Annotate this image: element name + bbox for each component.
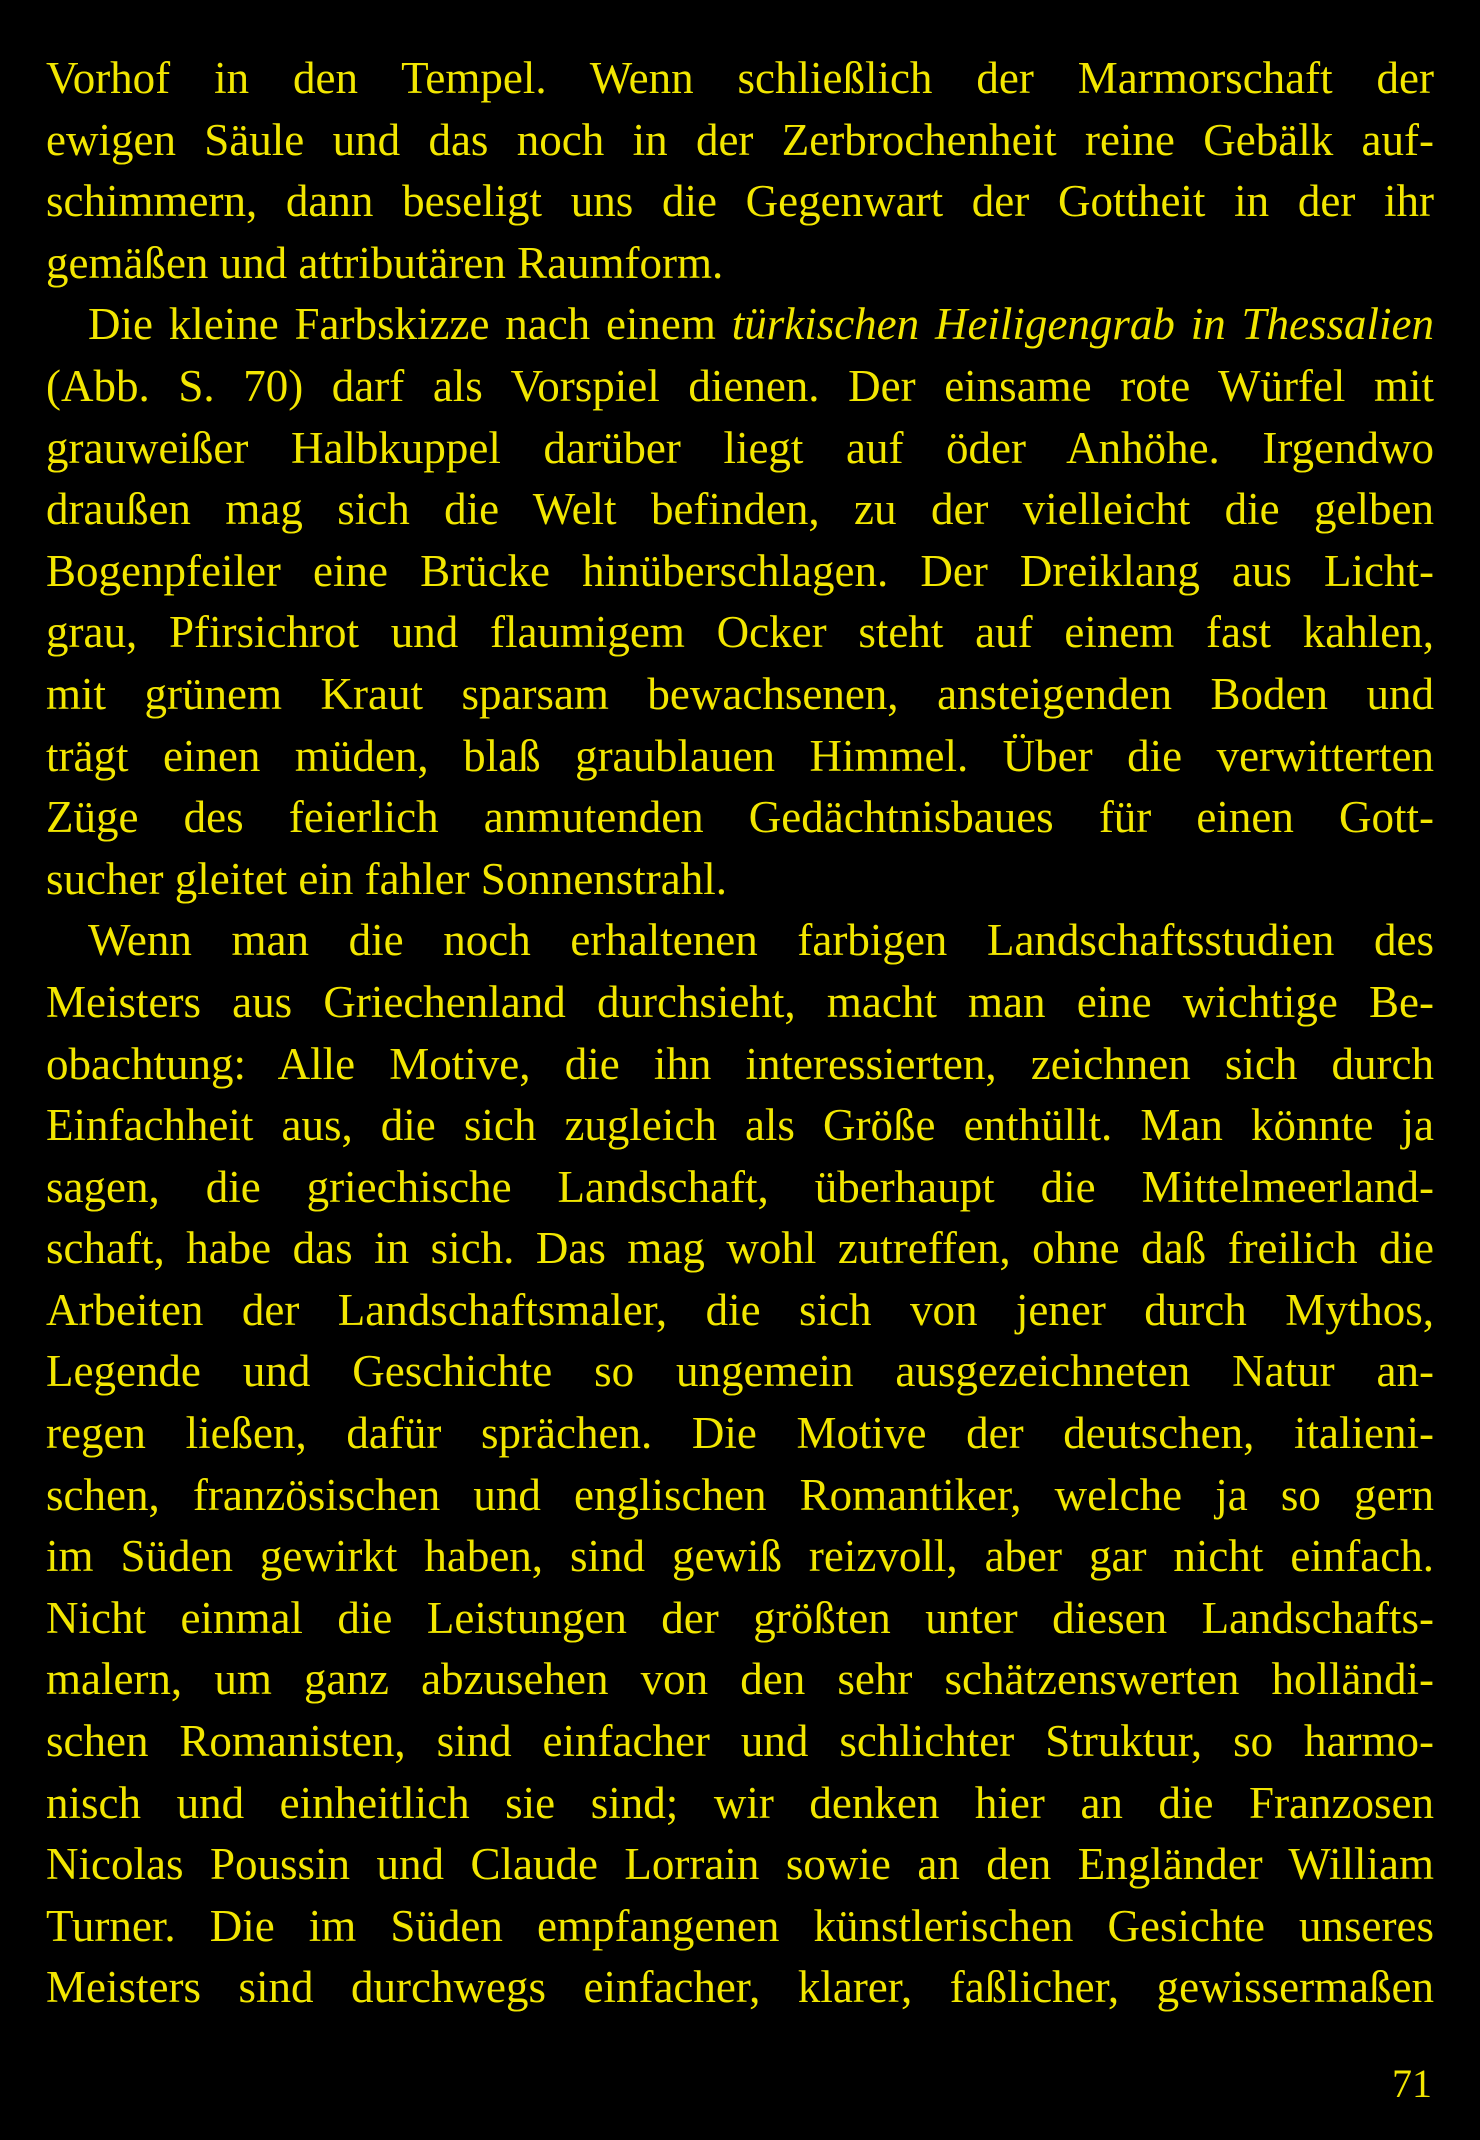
text-line: Nicolas Poussin und Claude Lorrain sowie an den Engländer William <box>46 1839 1434 1890</box>
text-line: grau, Pfirsichrot und flaumigem Ocker steht auf einem fast kahlen, <box>46 607 1434 658</box>
page-number: 71 <box>1392 2061 1432 2106</box>
text-line: Meisters aus Griechenland durchsieht, macht man eine wichtige Be- <box>46 976 1434 1027</box>
text-line: Legende und Geschichte so ungemein ausgezeichneten Natur an- <box>46 1346 1434 1397</box>
text-line: schimmern, dann beseligt uns die Gegenwart der Gottheit in der ihr <box>46 176 1434 227</box>
text-line: grauweißer Halbkuppel darüber liegt auf öder Anhöhe. Irgendwo <box>46 422 1434 473</box>
text-line: gemäßen und attributären Raumform. <box>46 237 724 288</box>
text-line: im Süden gewirkt haben, sind gewiß reizvoll, aber gar nicht einfach. <box>46 1531 1434 1582</box>
text-line: sagen, die griechische Landschaft, überhaupt die Mittelmeerland- <box>46 1161 1434 1212</box>
text-line: Einfachheit aus, die sich zugleich als Größe enthüllt. Man könnte ja <box>46 1100 1434 1151</box>
text-line: Bogenpfeiler eine Brücke hinüberschlagen. Der Dreiklang aus Licht- <box>46 545 1434 596</box>
text-line: Vorhof in den Tempel. Wenn schließlich der Marmorschaft der <box>46 53 1434 103</box>
text-line: Nicht einmal die Leistungen der größten unter diesen Landschafts- <box>46 1592 1434 1643</box>
text-line: mit grünem Kraut sparsam bewachsenen, ansteigenden Boden und <box>46 668 1434 719</box>
text-line: (Abb. S. 70) darf als Vorspiel dienen. Der einsame rote Würfel mit <box>46 360 1434 411</box>
text-line: regen ließen, dafür sprächen. Die Motive der deutschen, italieni- <box>46 1408 1434 1459</box>
text-line: Meisters sind durchwegs einfacher, klarer, faßlicher, gewissermaßen <box>46 1962 1434 2013</box>
italic-title: türkischen Heiligengrab in Thessalien <box>731 299 1434 350</box>
text-line: schaft, habe das in sich. Das mag wohl zutreffen, ohne daß freilich die <box>46 1223 1434 1274</box>
text-line: schen Romanisten, sind einfacher und schlichter Struktur, so harmo- <box>46 1716 1434 1767</box>
text-run: Die kleine Farbskizze nach einem <box>88 299 732 350</box>
text-line: nisch und einheitlich sie sind; wir denken hier an die Franzosen <box>46 1777 1434 1828</box>
text-line <box>46 294 1434 356</box>
text-line: ewigen Säule und das noch in der Zerbrochenheit reine Gebälk auf- <box>46 114 1434 165</box>
text-line: obachtung: Alle Motive, die ihn interessierten, zeichnen sich durch <box>46 1038 1434 1089</box>
text-line: Arbeiten der Landschaftsmaler, die sich von jener durch Mythos, <box>46 1284 1434 1335</box>
text-line: Wenn man die noch erhaltenen farbigen Landschaftsstudien des <box>88 915 1434 966</box>
text-line: malern, um ganz abzusehen von den sehr schätzenswerten holländi- <box>46 1654 1434 1705</box>
text-line: Züge des feierlich anmutenden Gedächtnisbaues für einen Gott- <box>46 792 1434 843</box>
text-line: schen, französischen und englischen Romantiker, welche ja so gern <box>46 1469 1434 1520</box>
text-line: Turner. Die im Süden empfangenen künstlerischen Gesichte unseres <box>46 1900 1434 1951</box>
body-text <box>46 48 1434 2019</box>
text-line: draußen mag sich die Welt befinden, zu der vielleicht die gelben <box>46 484 1434 535</box>
text-line: sucher gleitet ein fahler Sonnenstrahl. <box>46 853 728 904</box>
text-line: trägt einen müden, blaß graublauen Himmel. Über die verwitterten <box>46 730 1434 781</box>
